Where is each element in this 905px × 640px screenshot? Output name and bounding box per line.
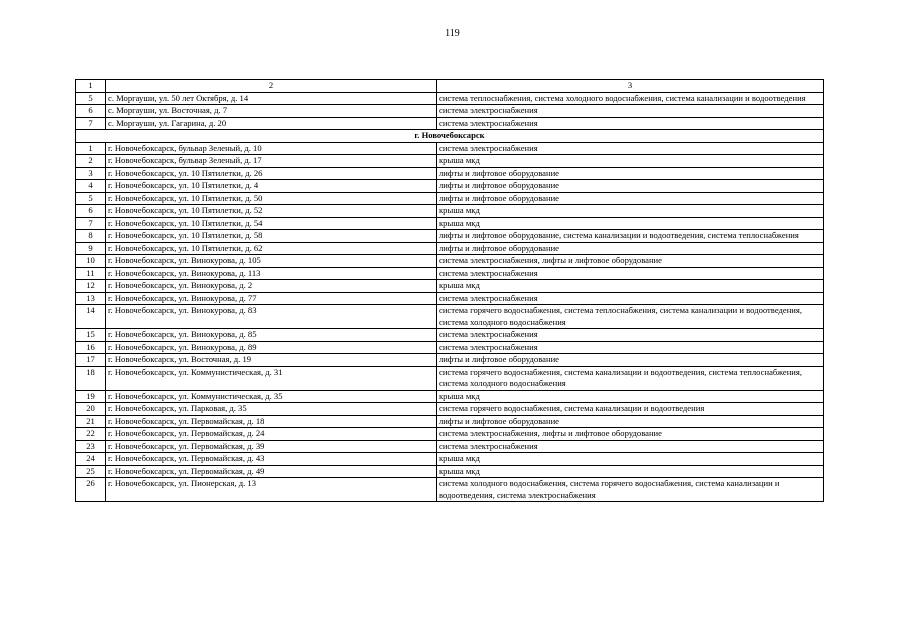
works-cell: крыша мкд — [437, 390, 824, 403]
table-row — [76, 242, 824, 255]
works-cell: крыша мкд — [437, 205, 824, 218]
row-number-cell: 6 — [76, 205, 106, 218]
address-cell: г. Новочебоксарск, ул. Винокурова, д. 113 — [106, 267, 437, 280]
row-number-cell: 8 — [76, 230, 106, 243]
table-row — [76, 292, 824, 305]
table-row — [76, 217, 824, 230]
row-number-cell: 21 — [76, 415, 106, 428]
address-cell: г. Новочебоксарск, ул. Коммунистическая, д. 31 — [106, 366, 437, 390]
row-number-cell: 1 — [76, 142, 106, 155]
row-number-cell: 7 — [76, 217, 106, 230]
table-row — [76, 305, 824, 329]
address-cell: с. Моргауши, ул. 50 лет Октября, д. 14 — [106, 92, 437, 105]
row-number-cell: 14 — [76, 305, 106, 329]
address-cell: г. Новочебоксарск, ул. Коммунистическая, д. 35 — [106, 390, 437, 403]
address-cell: г. Новочебоксарск, ул. Парковая, д. 35 — [106, 403, 437, 416]
row-number-cell: 20 — [76, 403, 106, 416]
works-cell: крыша мкд — [437, 453, 824, 466]
row-number-cell: 17 — [76, 354, 106, 367]
address-cell: г. Новочебоксарск, ул. 10 Пятилетки, д. 4 — [106, 180, 437, 193]
row-number-cell: 7 — [76, 117, 106, 130]
table-row — [76, 180, 824, 193]
table-row — [76, 428, 824, 441]
works-cell: система горячего водоснабжения, система канализации и водоотведения, система теплоснабжения, система холодного водоснабжения — [437, 366, 824, 390]
table-row — [76, 329, 824, 342]
table-row — [76, 453, 824, 466]
row-number-cell: 13 — [76, 292, 106, 305]
table-row — [76, 255, 824, 268]
row-number-cell: 12 — [76, 280, 106, 293]
works-cell: лифты и лифтовое оборудование — [437, 192, 824, 205]
address-cell: г. Новочебоксарск, ул. Первомайская, д. 18 — [106, 415, 437, 428]
table-row — [76, 230, 824, 243]
address-cell: г. Новочебоксарск, ул. Первомайская, д. 39 — [106, 440, 437, 453]
address-cell: г. Новочебоксарск, ул. Первомайская, д. 24 — [106, 428, 437, 441]
row-number-cell: 19 — [76, 390, 106, 403]
works-cell: лифты и лифтовое оборудование — [437, 354, 824, 367]
works-cell: лифты и лифтовое оборудование — [437, 415, 824, 428]
works-cell: крыша мкд — [437, 217, 824, 230]
address-cell: г. Новочебоксарск, ул. Винокурова, д. 2 — [106, 280, 437, 293]
row-number-cell: 22 — [76, 428, 106, 441]
address-cell: г. Новочебоксарск, ул. Восточная, д. 19 — [106, 354, 437, 367]
table-row — [76, 142, 824, 155]
works-cell: лифты и лифтовое оборудование — [437, 242, 824, 255]
table-row — [76, 105, 824, 118]
column-number-row — [76, 80, 824, 93]
works-cell: лифты и лифтовое оборудование, система канализации и водоотведения, система теплоснабжения — [437, 230, 824, 243]
page-number: 119 — [445, 28, 460, 39]
works-cell: система горячего водоснабжения, система канализации и водоотведения — [437, 403, 824, 416]
works-cell: крыша мкд — [437, 155, 824, 168]
column-number-1: 1 — [76, 80, 106, 93]
address-cell: г. Новочебоксарск, ул. Первомайская, д. 43 — [106, 453, 437, 466]
works-cell: система электроснабжения — [437, 105, 824, 118]
works-cell: система горячего водоснабжения, система теплоснабжения, система канализации и водоотведения, система холодного водоснабжения — [437, 305, 824, 329]
section-title: г. Новочебоксарск — [76, 130, 824, 143]
works-cell: система холодного водоснабжения, система горячего водоснабжения, система канализации и водоотведения, система электроснабжения — [437, 478, 824, 502]
row-number-cell: 24 — [76, 453, 106, 466]
column-number-2: 2 — [106, 80, 437, 93]
row-number-cell: 3 — [76, 167, 106, 180]
table-row — [76, 117, 824, 130]
table-row — [76, 167, 824, 180]
table-row — [76, 440, 824, 453]
row-number-cell: 5 — [76, 192, 106, 205]
row-number-cell: 26 — [76, 478, 106, 502]
table-row — [76, 341, 824, 354]
row-number-cell: 10 — [76, 255, 106, 268]
row-number-cell: 23 — [76, 440, 106, 453]
table-row — [76, 267, 824, 280]
works-cell: система электроснабжения, лифты и лифтовое оборудование — [437, 428, 824, 441]
works-cell: система электроснабжения — [437, 117, 824, 130]
row-number-cell: 4 — [76, 180, 106, 193]
address-cell: г. Новочебоксарск, ул. Винокурова, д. 89 — [106, 341, 437, 354]
address-cell: г. Новочебоксарск, ул. Винокурова, д. 83 — [106, 305, 437, 329]
table-row — [76, 415, 824, 428]
row-number-cell: 11 — [76, 267, 106, 280]
table-row — [76, 366, 824, 390]
address-cell: с. Моргауши, ул. Восточная, д. 7 — [106, 105, 437, 118]
table-row — [76, 205, 824, 218]
works-cell: крыша мкд — [437, 280, 824, 293]
table-row — [76, 280, 824, 293]
works-cell: система электроснабжения — [437, 267, 824, 280]
works-cell: система электроснабжения — [437, 341, 824, 354]
row-number-cell: 18 — [76, 366, 106, 390]
table-row — [76, 403, 824, 416]
column-number-3: 3 — [437, 80, 824, 93]
works-cell: система электроснабжения — [437, 142, 824, 155]
works-cell: лифты и лифтовое оборудование — [437, 180, 824, 193]
table-row — [76, 390, 824, 403]
address-cell: г. Новочебоксарск, ул. 10 Пятилетки, д. 62 — [106, 242, 437, 255]
address-cell: г. Новочебоксарск, бульвар Зеленый, д. 10 — [106, 142, 437, 155]
works-cell: система электроснабжения — [437, 292, 824, 305]
works-cell: система электроснабжения — [437, 440, 824, 453]
table-row — [76, 465, 824, 478]
address-cell: г. Новочебоксарск, ул. Винокурова, д. 105 — [106, 255, 437, 268]
address-cell: г. Новочебоксарск, ул. 10 Пятилетки, д. 52 — [106, 205, 437, 218]
row-number-cell: 2 — [76, 155, 106, 168]
table-row — [76, 354, 824, 367]
address-cell: г. Новочебоксарск, ул. 10 Пятилетки, д. 26 — [106, 167, 437, 180]
address-cell: г. Новочебоксарск, ул. 10 Пятилетки, д. 50 — [106, 192, 437, 205]
row-number-cell: 16 — [76, 341, 106, 354]
row-number-cell: 25 — [76, 465, 106, 478]
works-cell: система электроснабжения — [437, 329, 824, 342]
address-cell: г. Новочебоксарск, ул. Первомайская, д. 49 — [106, 465, 437, 478]
address-cell: г. Новочебоксарск, ул. Пионерская, д. 13 — [106, 478, 437, 502]
works-cell: система электроснабжения, лифты и лифтовое оборудование — [437, 255, 824, 268]
works-cell: лифты и лифтовое оборудование — [437, 167, 824, 180]
row-number-cell: 9 — [76, 242, 106, 255]
table-row — [76, 478, 824, 502]
row-number-cell: 6 — [76, 105, 106, 118]
table-row — [76, 92, 824, 105]
works-cell: крыша мкд — [437, 465, 824, 478]
table-row — [76, 192, 824, 205]
table-row — [76, 155, 824, 168]
repair-works-table — [75, 79, 824, 502]
address-cell: г. Новочебоксарск, ул. Винокурова, д. 85 — [106, 329, 437, 342]
address-cell: г. Новочебоксарск, бульвар Зеленый, д. 17 — [106, 155, 437, 168]
row-number-cell: 5 — [76, 92, 106, 105]
works-cell: система теплоснабжения, система холодного водоснабжения, система канализации и водоотведения — [437, 92, 824, 105]
address-cell: с. Моргауши, ул. Гагарина, д. 20 — [106, 117, 437, 130]
section-row — [76, 130, 824, 143]
address-cell: г. Новочебоксарск, ул. 10 Пятилетки, д. 58 — [106, 230, 437, 243]
address-cell: г. Новочебоксарск, ул. Винокурова, д. 77 — [106, 292, 437, 305]
address-cell: г. Новочебоксарск, ул. 10 Пятилетки, д. 54 — [106, 217, 437, 230]
row-number-cell: 15 — [76, 329, 106, 342]
table-body — [76, 80, 824, 502]
